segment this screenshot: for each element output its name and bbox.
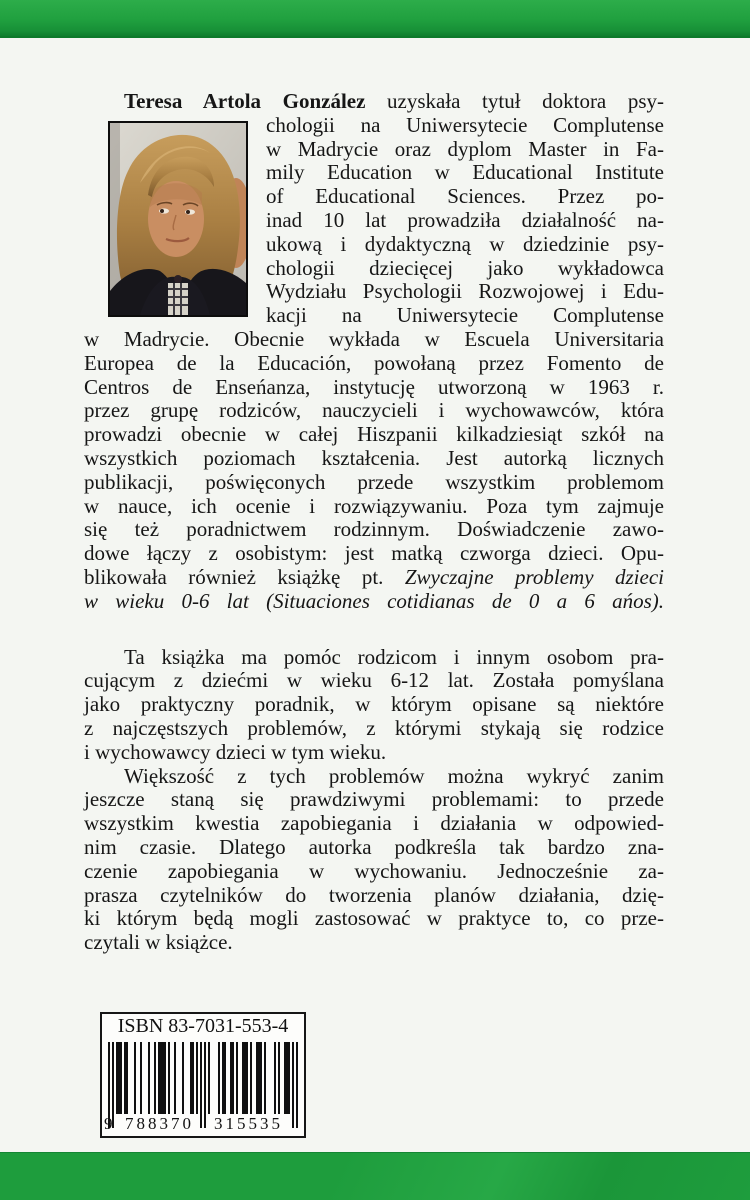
text-line xyxy=(84,669,664,693)
text-segment: chologii dziecięcej jako wykładowca xyxy=(266,255,664,280)
text-segment: blikowała również książkę pt. xyxy=(84,564,405,589)
text-segment: przez grupę rodziców, nauczycieli i wychowawców, która xyxy=(84,398,664,423)
text-line xyxy=(84,812,664,836)
text-line xyxy=(84,741,664,765)
barcode-digit-lead: 9 xyxy=(104,1114,113,1133)
text-segment: mily Education w Educational Institute xyxy=(266,160,664,185)
text-segment: Zwyczajne problemy dzieci xyxy=(404,564,664,589)
text-segment: prasza czytelników do tworzenia planów działania, dzię- xyxy=(84,882,664,907)
text-line xyxy=(266,257,664,281)
text-segment: jeszcze staną się prawdziwymi problemami: to przede xyxy=(84,787,664,812)
text-line xyxy=(84,423,664,447)
author-bio-paragraph xyxy=(84,90,664,614)
text-segment: Centros de Enseńanza, instytucję utworzoną w 1963 r. xyxy=(84,374,664,399)
text-segment: ki którym będą mogli zastosować w praktyce to, co prze- xyxy=(84,906,664,931)
text-line xyxy=(84,90,664,114)
text-line xyxy=(84,376,664,400)
text-line xyxy=(266,233,664,257)
text-segment: inad 10 lat prowadziła działalność na- xyxy=(266,207,664,232)
text-segment: prowadzi obecnie w całej Hiszpanii kilkadziesiąt szkół na xyxy=(84,422,664,447)
text-line xyxy=(266,280,664,304)
text-line xyxy=(84,542,664,566)
text-segment: chologii na Uniwersytecie Complutense xyxy=(266,112,664,137)
text-line xyxy=(266,185,664,209)
barcode-digit-group-left: 788370 xyxy=(125,1114,194,1133)
text-line xyxy=(84,399,664,423)
text-line xyxy=(266,304,664,328)
text-segment: w nauce, ich ocenie i rozwiązywaniu. Poza tym zajmuje xyxy=(84,493,664,518)
text-segment: nim czasie. Dlatego autorka podkreśla tak bardzo zna- xyxy=(84,834,664,859)
text-line xyxy=(84,931,664,955)
isbn-barcode-block xyxy=(100,1012,306,1138)
text-segment: Europea de la Educación, powołaną przez Fomento de xyxy=(84,350,664,375)
text-line xyxy=(84,717,664,741)
prevention-paragraph xyxy=(84,765,664,955)
text-segment: wszystkim kwestia zapobiegania i działania w odpowied- xyxy=(84,811,664,836)
text-line xyxy=(84,471,664,495)
text-segment: cującym z dziećmi w wieku 6-12 lat. Została pomyślana xyxy=(84,668,664,693)
back-cover-text xyxy=(84,90,664,955)
text-segment: czytali w książce. xyxy=(84,930,233,955)
barcode-digit-group-right: 315535 xyxy=(214,1114,283,1133)
text-segment: czenie zapobiegania w wychowaniu. Jednocześnie za- xyxy=(84,858,664,883)
text-segment: dowe łączy z osobistym: jest matką czworga dzieci. Opu- xyxy=(84,541,664,566)
text-line xyxy=(266,209,664,233)
text-line xyxy=(84,495,664,519)
text-line xyxy=(266,161,664,185)
text-segment: z najczęstszych problemów, z którymi stykają się rodzice xyxy=(84,715,664,740)
text-line xyxy=(84,884,664,908)
text-segment: wszystkich poziomach kształcenia. Jest autorką licznych xyxy=(84,445,664,470)
text-line xyxy=(84,836,664,860)
text-segment: of Educational Sciences. Przez po- xyxy=(266,184,664,209)
text-segment: publikacji, poświęconych przede wszystkim problemom xyxy=(84,469,664,494)
text-segment: jako praktyczny poradnik, w którym opisane są niektóre xyxy=(84,692,664,717)
bottom-green-band xyxy=(0,1152,750,1200)
text-segment: ukową i dydaktyczną w dziedzinie psy- xyxy=(266,231,664,256)
text-segment: Ta książka ma pomóc rodzicom i innym osobom pra- xyxy=(124,644,664,669)
author-name: Teresa Artola González xyxy=(124,89,366,113)
text-line xyxy=(84,447,664,471)
text-line xyxy=(84,352,664,376)
text-line xyxy=(84,518,664,542)
book-description-paragraph xyxy=(84,646,664,765)
text-segment: uzyskała tytuł doktora psy- xyxy=(365,89,664,113)
text-line xyxy=(84,693,664,717)
text-segment: Wydziału Psychologii Rozwojowej i Edu- xyxy=(266,279,664,304)
text-segment: i wychowawcy dzieci w tym wieku. xyxy=(84,739,387,764)
text-line xyxy=(84,765,664,789)
text-line xyxy=(266,114,664,138)
text-segment: się też poradnictwem rodzinnym. Doświadczenie zawo- xyxy=(84,517,664,542)
text-segment: Większość z tych problemów można wykryć zanim xyxy=(124,763,664,788)
text-line xyxy=(84,860,664,884)
text-segment: w wieku 0-6 lat (Situaciones cotidianas de 0 a 6 ańos). xyxy=(84,588,664,613)
isbn-number: ISBN 83-7031-553-4 xyxy=(117,1015,289,1037)
text-line xyxy=(84,590,664,614)
text-line xyxy=(84,328,664,352)
text-segment: w Madrycie oraz dyplom Master in Fa- xyxy=(266,136,664,161)
text-line xyxy=(84,788,664,812)
text-line xyxy=(84,646,664,670)
text-line xyxy=(84,566,664,590)
text-segment: w Madrycie. Obecnie wykłada w Escuela Universitaria xyxy=(84,326,664,351)
top-green-band xyxy=(0,0,750,38)
text-segment: kacji na Uniwersytecie Complutense xyxy=(266,303,664,328)
text-line xyxy=(266,138,664,162)
text-line xyxy=(84,907,664,931)
